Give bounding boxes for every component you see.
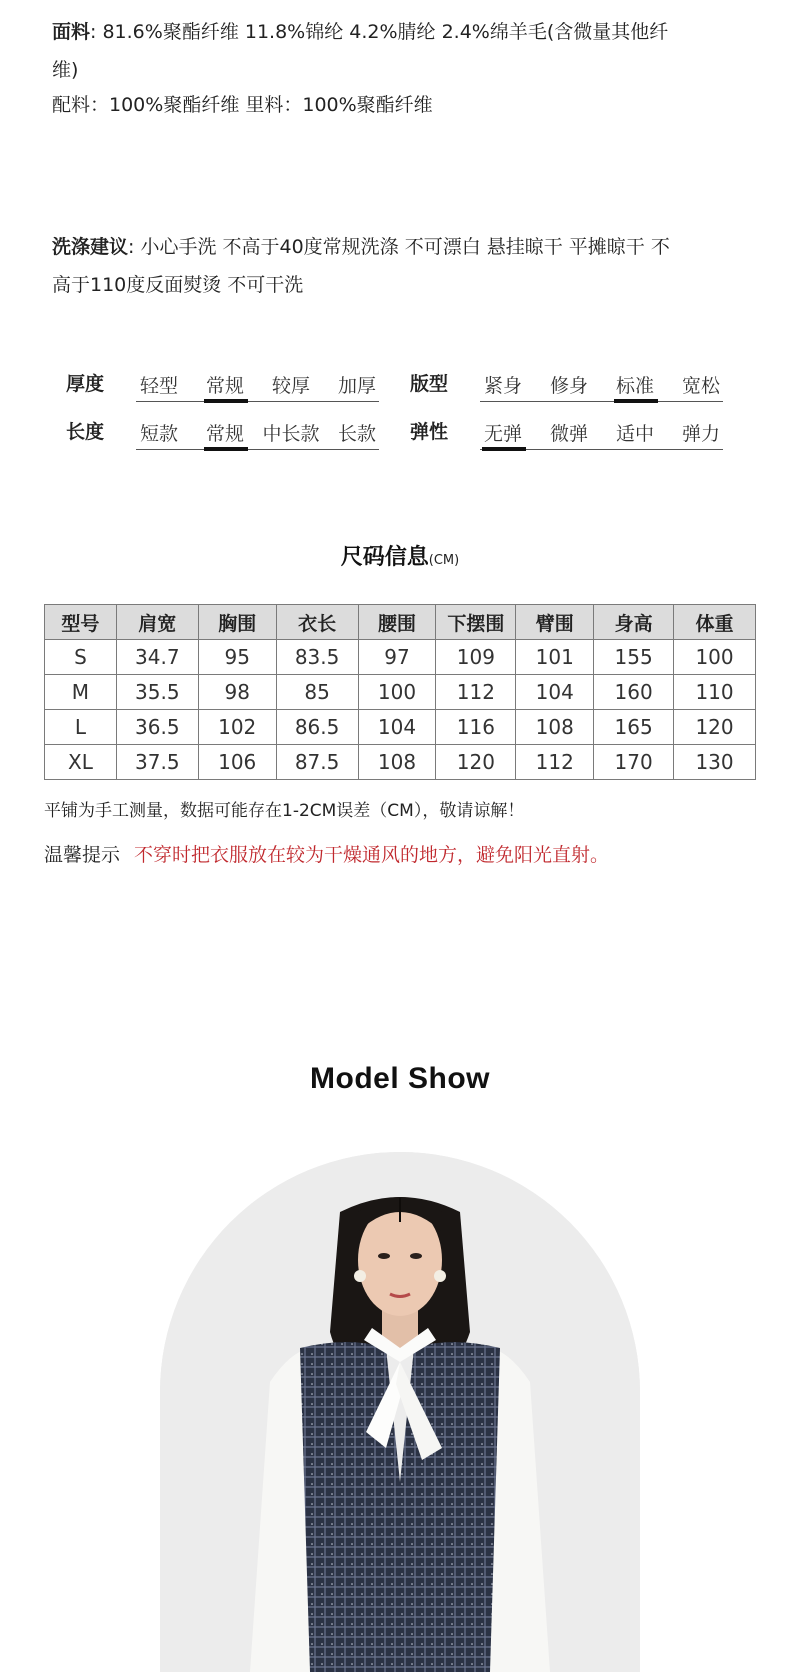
table-row	[45, 745, 756, 780]
care-tip-label: 温馨提示	[44, 844, 121, 866]
table-header: 体重	[674, 605, 756, 640]
table-header: 衣长	[276, 605, 358, 640]
table-cell: 85	[276, 675, 358, 710]
length-option: 常规	[205, 423, 244, 445]
fabric-label: 面料	[52, 21, 91, 43]
table-cell: 120	[436, 745, 516, 780]
fit-label: 版型	[410, 373, 449, 395]
fabric-line-2: 维)	[52, 59, 79, 81]
length-selected-marker	[204, 447, 248, 451]
elasticity-label: 弹性	[410, 421, 449, 443]
fit-option: 修身	[549, 375, 588, 397]
table-cell: 100	[674, 640, 756, 675]
elasticity-selected-marker	[482, 447, 526, 451]
table-cell: 160	[594, 675, 674, 710]
table-cell: 95	[198, 640, 276, 675]
wash-line-2: 高于110度反面熨烫 不可干洗	[52, 274, 304, 296]
length-underline	[136, 449, 379, 450]
table-cell: 87.5	[276, 745, 358, 780]
table-cell: 110	[674, 675, 756, 710]
length-option: 短款	[139, 423, 178, 445]
elasticity-option: 微弹	[549, 423, 588, 445]
table-cell: 106	[198, 745, 276, 780]
table-cell: 109	[436, 640, 516, 675]
table-cell: M	[45, 675, 117, 710]
table-cell: 108	[516, 710, 594, 745]
thickness-option: 轻型	[139, 375, 178, 397]
fit-selected-marker	[614, 399, 658, 403]
thickness-label: 厚度	[66, 373, 105, 395]
table-header: 腰围	[358, 605, 436, 640]
size-info-title	[0, 540, 800, 571]
table-cell: 98	[198, 675, 276, 710]
table-cell: L	[45, 710, 117, 745]
table-cell: 130	[674, 745, 756, 780]
table-header: 肩宽	[116, 605, 198, 640]
table-header: 身高	[594, 605, 674, 640]
wash-label: 洗涤建议	[52, 236, 129, 258]
measurement-note: 平铺为手工测量，数据可能存在1-2CM误差（CM），敬请谅解！	[44, 801, 525, 821]
table-cell: 112	[516, 745, 594, 780]
accessory-line: 配料：100%聚酯纤维 里料：100%聚酯纤维	[52, 94, 433, 116]
table-row	[45, 675, 756, 710]
table-cell: 120	[674, 710, 756, 745]
table-cell: 170	[594, 745, 674, 780]
table-cell: 86.5	[276, 710, 358, 745]
thickness-underline	[136, 401, 379, 402]
table-cell: 37.5	[116, 745, 198, 780]
table-cell: S	[45, 640, 117, 675]
length-option: 中长款	[262, 423, 320, 445]
thickness-option: 较厚	[271, 375, 310, 397]
fabric-value: : 81.6%聚酯纤维 11.8%锦纶 4.2%腈纶 2.4%绵羊毛(含微量其他纤	[90, 21, 669, 43]
table-row	[45, 640, 756, 675]
table-cell: 97	[358, 640, 436, 675]
elasticity-option: 适中	[615, 423, 654, 445]
table-cell: 165	[594, 710, 674, 745]
table-cell: 34.7	[116, 640, 198, 675]
table-header-row	[45, 605, 756, 640]
model-photo	[160, 1152, 640, 1672]
wash-value: : 小心手洗 不高于40度常规洗涤 不可漂白 悬挂晾干 平摊晾干 不	[128, 236, 670, 258]
elasticity-option: 弹力	[681, 423, 720, 445]
size-table	[44, 604, 756, 780]
table-cell: 100	[358, 675, 436, 710]
elasticity-option: 无弹	[483, 423, 522, 445]
fit-option: 标准	[615, 375, 654, 397]
fit-option: 紧身	[483, 375, 522, 397]
thickness-option: 加厚	[337, 375, 376, 397]
wash-line	[52, 228, 772, 266]
care-tip	[44, 840, 609, 867]
table-cell: 104	[358, 710, 436, 745]
table-cell: 102	[198, 710, 276, 745]
model-illustration	[160, 1152, 640, 1672]
table-cell: 104	[516, 675, 594, 710]
fit-underline	[480, 401, 723, 402]
table-cell: 112	[436, 675, 516, 710]
model-show-title: Model Show	[310, 1062, 490, 1095]
table-cell: 108	[358, 745, 436, 780]
length-label: 长度	[66, 421, 105, 443]
size-info-heading: 尺码信息	[340, 545, 429, 570]
table-cell: XL	[45, 745, 117, 780]
table-cell: 116	[436, 710, 516, 745]
cropped-top-text	[52, 0, 252, 4]
table-cell: 36.5	[116, 710, 198, 745]
table-row	[45, 710, 756, 745]
table-cell: 101	[516, 640, 594, 675]
fabric-line	[52, 13, 772, 51]
table-cell: 83.5	[276, 640, 358, 675]
length-option: 长款	[337, 423, 376, 445]
size-info-unit: (CM)	[428, 553, 460, 568]
table-cell: 35.5	[116, 675, 198, 710]
table-header: 型号	[45, 605, 117, 640]
thickness-selected-marker	[204, 399, 248, 403]
care-tip-text: 不穿时把衣服放在较为干燥通风的地方，避免阳光直射。	[134, 844, 610, 866]
table-header: 臂围	[516, 605, 594, 640]
thickness-option: 常规	[205, 375, 244, 397]
table-header: 下摆围	[436, 605, 516, 640]
table-header: 胸围	[198, 605, 276, 640]
fit-option: 宽松	[681, 375, 720, 397]
table-cell: 155	[594, 640, 674, 675]
